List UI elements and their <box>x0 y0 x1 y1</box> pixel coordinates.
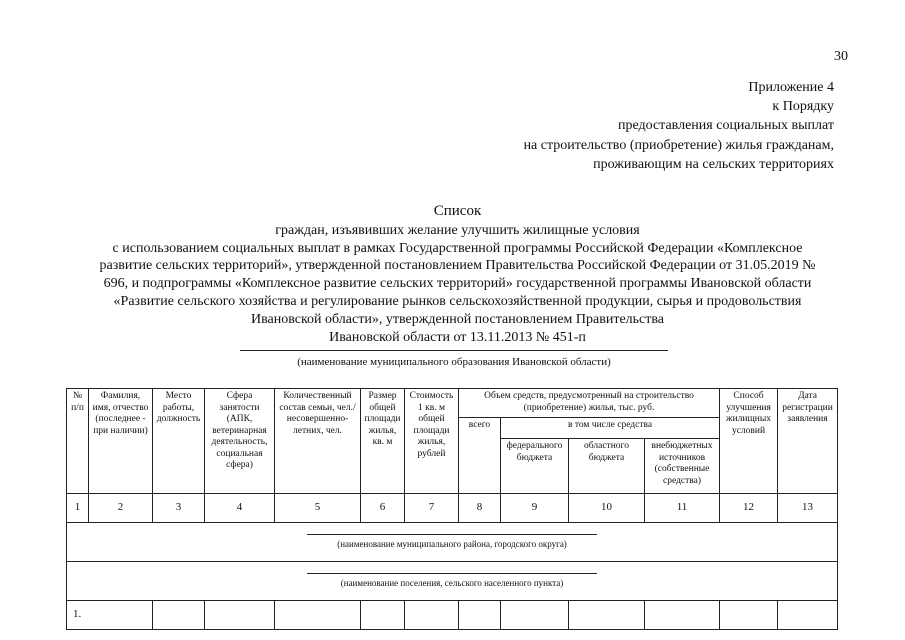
table-cell <box>778 601 838 630</box>
header-row <box>67 389 838 418</box>
column-number: 1 <box>67 494 89 523</box>
table-cell <box>720 601 778 630</box>
title-heading: Список <box>433 203 482 219</box>
district-row <box>67 523 838 562</box>
title-line: с использованием социальных выплат в рамках Государственной программы Российской Федерации «Комплексное <box>112 240 803 256</box>
appendix-header <box>440 78 834 174</box>
title-line: развитие сельских территорий», утвержденной постановлением Правительства Российской Федерации от 31.05.2019 № <box>99 258 816 274</box>
table-cell <box>459 601 501 630</box>
municipality-line <box>240 350 668 351</box>
column-number: 5 <box>275 494 361 523</box>
header-num: № п/п <box>67 389 89 494</box>
column-number: 4 <box>205 494 275 523</box>
appendix-line: предоставления социальных выплат <box>617 118 834 134</box>
header-extrabudget: внебюджетных источников (собственные средства) <box>645 439 720 494</box>
header-date: Дата регистрации заявления <box>778 389 838 494</box>
appendix-line: на строительство (приобретение) жилья гражданам, <box>523 137 834 153</box>
column-number-row <box>67 494 838 523</box>
title-line: граждан, изъявивших желание улучшить жилищные условия <box>275 222 640 238</box>
header-method: Способ улучшения жилищных условий <box>720 389 778 494</box>
header-federal: федерального бюджета <box>501 439 569 494</box>
table-cell <box>275 601 361 630</box>
applicants-table <box>66 388 838 630</box>
settlement-caption: (наименование поселения, сельского населенного пункта) <box>340 577 564 588</box>
title-line: «Развитие сельского хозяйства и регулирование рынков сельскохозяйственной продукции, сырья и продовольствия <box>113 293 802 309</box>
appendix-line: проживающим на сельских территориях <box>593 156 834 172</box>
table-cell <box>205 601 275 630</box>
column-number: 7 <box>405 494 459 523</box>
column-number: 12 <box>720 494 778 523</box>
document-title <box>70 203 845 346</box>
table-cell <box>405 601 459 630</box>
header-family: Количественный состав семьи, чел./ несовершенно- летних, чел. <box>275 389 361 494</box>
title-line: Ивановской области от 13.11.2013 № 451-п <box>329 329 586 345</box>
column-number: 6 <box>361 494 405 523</box>
header-funds: Объем средств, предусмотренный на строительство (приобретение) жилья, тыс. руб. <box>459 389 720 418</box>
title-line: Ивановской области», утвержденной постановлением Правительства <box>250 311 665 327</box>
settlement-cell <box>67 562 838 601</box>
column-number: 8 <box>459 494 501 523</box>
header-including: в том числе средства <box>501 418 720 439</box>
column-number: 10 <box>569 494 645 523</box>
table-cell <box>153 601 205 630</box>
header-regional: областного бюджета <box>569 439 645 494</box>
column-number: 9 <box>501 494 569 523</box>
appendix-line: Приложение 4 <box>748 80 834 95</box>
table-cell <box>569 601 645 630</box>
table-cell <box>645 601 720 630</box>
settlement-line <box>307 573 597 574</box>
table-cell <box>501 601 569 630</box>
district-line <box>307 534 597 535</box>
appendix-line: к Порядку <box>772 99 834 115</box>
header-work: Место работы, должность <box>153 389 205 494</box>
header-sphere: Сфера занятости (АПК, ветеринарная деятельность, социальная сфера) <box>205 389 275 494</box>
column-number: 3 <box>153 494 205 523</box>
title-line: 696, и подпрограммы «Комплексное развитие сельских территорий» государственной программы Ивановской области <box>103 276 812 292</box>
table-cell <box>361 601 405 630</box>
municipality-field <box>240 350 668 368</box>
header-name: Фамилия, имя, отчество (последнее - при наличии) <box>89 389 153 494</box>
column-number: 2 <box>89 494 153 523</box>
table-row <box>67 601 838 630</box>
header-cost: Стоимость 1 кв. м общей площади жилья, рублей <box>405 389 459 494</box>
column-number: 13 <box>778 494 838 523</box>
page-number: 30 <box>834 49 848 64</box>
district-cell <box>67 523 838 562</box>
municipality-caption: (наименование муниципального образования Ивановской области) <box>297 356 611 368</box>
column-number: 11 <box>645 494 720 523</box>
settlement-row <box>67 562 838 601</box>
header-area: Размер общей площади жилья, кв. м <box>361 389 405 494</box>
row-number: 1. <box>67 601 153 630</box>
district-caption: (наименование муниципального района, городского округа) <box>337 538 567 549</box>
header-total: всего <box>459 418 501 494</box>
